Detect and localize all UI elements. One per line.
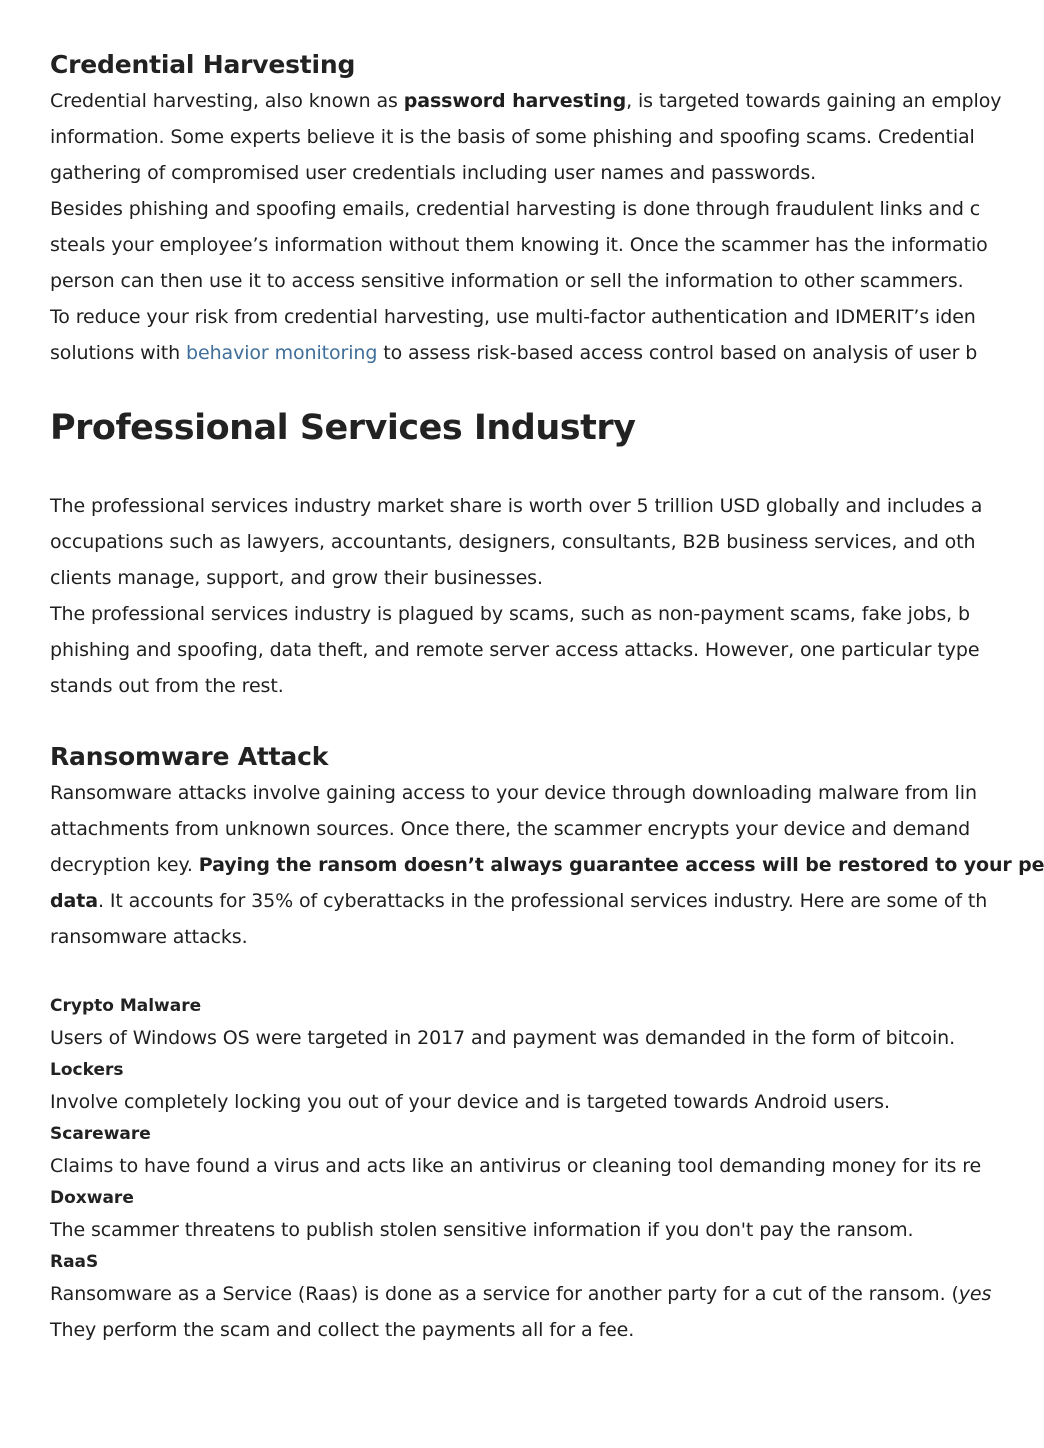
text-segment: Credential harvesting, also known as	[50, 90, 404, 112]
text-line: Besides phishing and spoofing emails, credential harvesting is done through fraudulent links and c	[50, 198, 981, 220]
type-name: Crypto Malware	[50, 996, 202, 1016]
type-description: The scammer threatens to publish stolen sensitive information if you don't pay the ransom.	[50, 1219, 914, 1241]
bold-text: data	[50, 890, 98, 912]
professional-services-heading: Professional Services Industry	[50, 408, 636, 448]
ransomware-paragraph	[50, 775, 1044, 955]
type-description: Involve completely locking you out of your device and is targeted towards Android users.	[50, 1091, 890, 1113]
credential-paragraph-3	[50, 299, 977, 371]
text-line: ransomware attacks.	[50, 926, 248, 948]
text-segment: decryption key.	[50, 854, 199, 876]
text-line: steals your employee’s information without them knowing it. Once the scammer has the informatio	[50, 234, 988, 256]
text-line: The professional services industry is plagued by scams, such as non-payment scams, fake jobs, b	[50, 603, 970, 625]
text-line: person can then use it to access sensitive information or sell the information to other scammers.	[50, 270, 964, 292]
type-name: Lockers	[50, 1060, 124, 1080]
type-description-continued: They perform the scam and collect the payments all for a fee.	[50, 1319, 635, 1341]
text-line: The professional services industry market share is worth over 5 trillion USD globally and includes a	[50, 495, 983, 517]
article-page	[50, 0, 1044, 1448]
credential-paragraph-1	[50, 83, 1001, 191]
type-name: Scareware	[50, 1124, 151, 1144]
bold-text: Paying the ransom doesn’t always guarantee access will be restored to your pe	[198, 854, 1044, 876]
text-line: Ransomware attacks involve gaining access to your device through downloading malware from lin	[50, 782, 977, 804]
text-line	[50, 335, 977, 371]
text-segment: , is targeted towards gaining an employ	[626, 90, 1002, 112]
italic-text: yes	[958, 1283, 992, 1305]
text-segment: to assess risk-based access control based on analysis of user b	[377, 342, 978, 364]
text-line: phishing and spoofing, data theft, and remote server access attacks. However, one particular type	[50, 639, 980, 661]
text-line: occupations such as lawyers, accountants, designers, consultants, B2B business services, and oth	[50, 531, 976, 553]
text-line: information. Some experts believe it is the basis of some phishing and spoofing scams. Credential	[50, 126, 975, 148]
credential-paragraph-2	[50, 191, 988, 299]
ransomware-attack-heading: Ransomware Attack	[50, 742, 329, 771]
type-name: Doxware	[50, 1188, 134, 1208]
text-segment: . It accounts for 35% of cyberattacks in the professional services industry. Here are some of th	[97, 890, 988, 912]
type-item-doxware	[50, 1184, 991, 1248]
ransomware-types-list	[50, 992, 991, 1348]
behavior-monitoring-link[interactable]: behavior monitoring	[186, 342, 378, 364]
text-line: gathering of compromised user credentials including user names and passwords.	[50, 162, 817, 184]
text-line	[50, 83, 1001, 119]
type-name: RaaS	[50, 1252, 99, 1272]
type-item-raas	[50, 1248, 991, 1348]
professional-paragraph-2	[50, 596, 979, 704]
text-segment: solutions with	[50, 342, 187, 364]
type-description	[50, 1276, 991, 1312]
text-line: To reduce your risk from credential harvesting, use multi-factor authentication and IDMERIT’s iden	[50, 306, 976, 328]
type-description: Claims to have found a virus and acts like an antivirus or cleaning tool demanding money for its re	[50, 1155, 982, 1177]
type-item-lockers	[50, 1056, 991, 1120]
professional-paragraph-1	[50, 488, 982, 596]
type-item-crypto-malware	[50, 992, 991, 1056]
text-line: clients manage, support, and grow their businesses.	[50, 567, 543, 589]
text-line: attachments from unknown sources. Once there, the scammer encrypts your device and demand	[50, 818, 971, 840]
credential-harvesting-heading: Credential Harvesting	[50, 50, 356, 79]
bold-text: password harvesting	[403, 90, 627, 112]
text-line	[50, 883, 1044, 919]
text-line: stands out from the rest.	[50, 675, 284, 697]
type-item-scareware	[50, 1120, 991, 1184]
text-line	[50, 847, 1044, 883]
type-description: Users of Windows OS were targeted in 2017 and payment was demanded in the form of bitcoin.	[50, 1027, 956, 1049]
text-segment: Ransomware as a Service (Raas) is done as a service for another party for a cut of the ransom. (	[50, 1283, 959, 1305]
